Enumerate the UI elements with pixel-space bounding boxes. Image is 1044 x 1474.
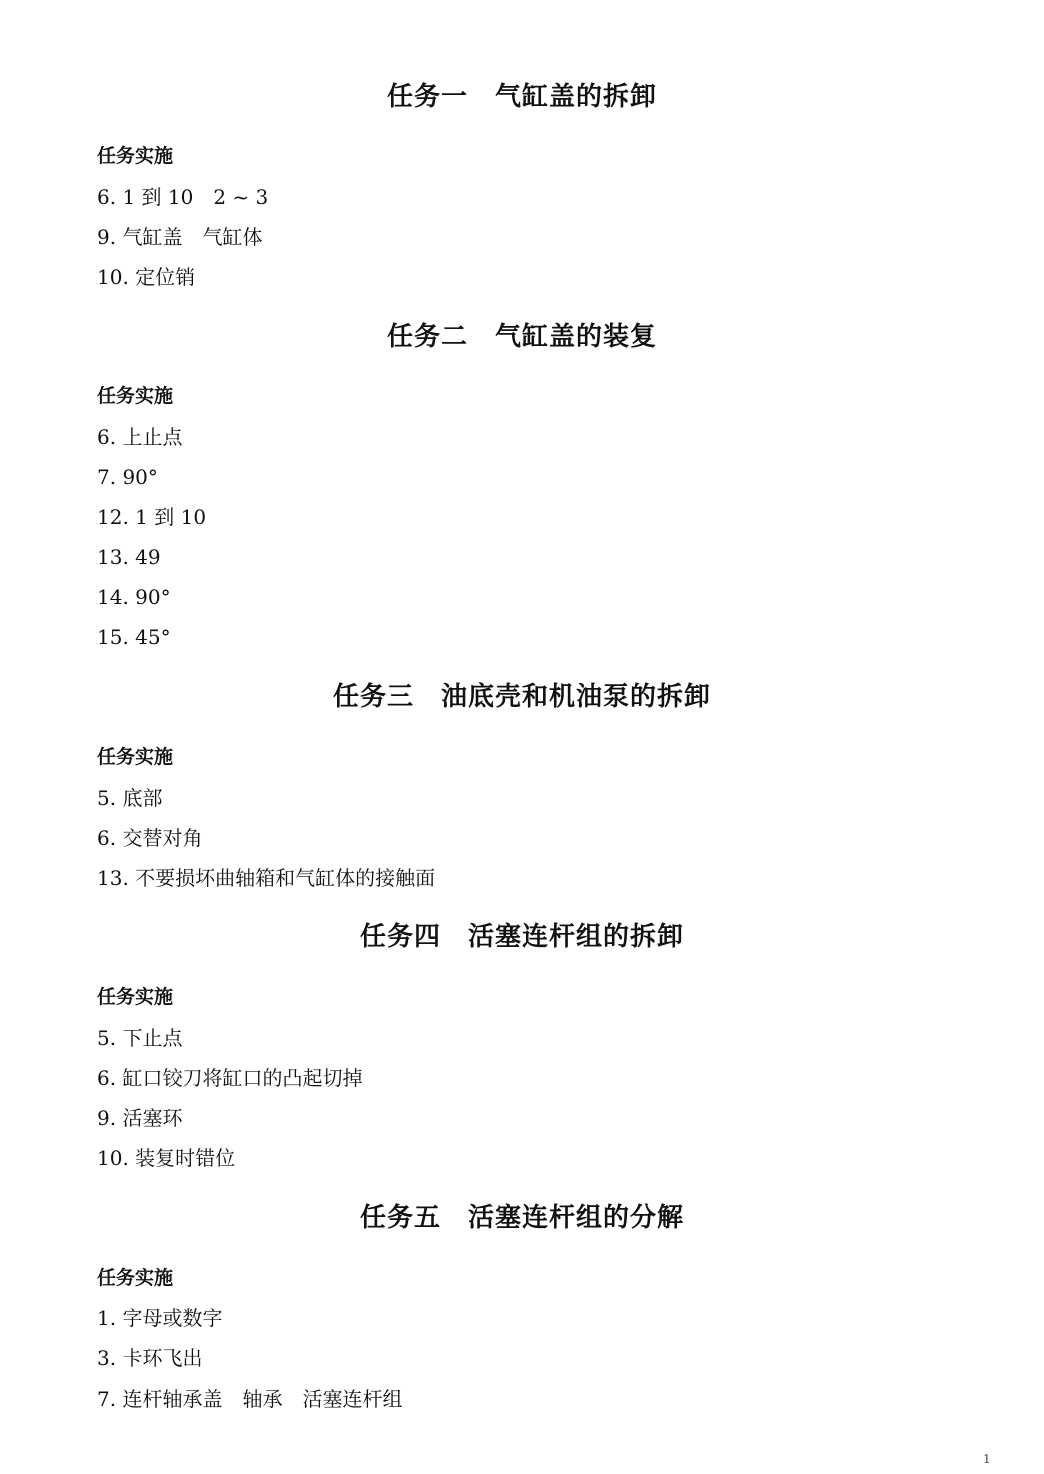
section-4-item-3: 9. 活塞环 [97, 1106, 183, 1130]
section-1-item-2: 9. 气缸盖 气缸体 [97, 225, 263, 249]
section-2-item-2: 7. 90° [97, 465, 158, 489]
section-2-item-5: 14. 90° [97, 585, 171, 609]
section-3-item-1: 5. 底部 [97, 786, 163, 810]
section-5-item-1: 1. 字母或数字 [97, 1306, 223, 1330]
section-2-title: 任务二 气缸盖的装复 [386, 322, 657, 352]
section-5-item-2: 3. 卡环飞出 [97, 1346, 203, 1370]
page-number: 1 [983, 1452, 991, 1466]
section-4-item-2: 6. 缸口铰刀将缸口的凸起切掉 [97, 1066, 363, 1090]
section-2-item-6: 15. 45° [97, 625, 171, 649]
section-2-subheading: 任务实施 [97, 385, 174, 407]
section-4-item-1: 5. 下止点 [97, 1026, 183, 1050]
section-1-item-1: 6. 1 到 10 2 ~ 3 [97, 185, 269, 209]
section-5-title: 任务五 活塞连杆组的分解 [359, 1203, 684, 1233]
section-1-item-3: 10. 定位销 [97, 265, 196, 289]
section-5-subheading: 任务实施 [97, 1267, 174, 1289]
section-4-title: 任务四 活塞连杆组的拆卸 [359, 922, 684, 952]
section-1-title: 任务一 气缸盖的拆卸 [386, 82, 657, 112]
section-3-item-3: 13. 不要损坏曲轴箱和气缸体的接触面 [97, 866, 436, 890]
section-2-item-1: 6. 上止点 [97, 425, 183, 449]
section-3-subheading: 任务实施 [97, 746, 174, 768]
section-2-item-3: 12. 1 到 10 [97, 505, 207, 529]
section-5-item-3: 7. 连杆轴承盖 轴承 活塞连杆组 [97, 1387, 403, 1411]
section-3-title: 任务三 油底壳和机油泵的拆卸 [332, 682, 711, 712]
section-3-item-2: 6. 交替对角 [97, 826, 203, 850]
section-2-item-4: 13. 49 [97, 545, 161, 569]
section-4-subheading: 任务实施 [97, 986, 174, 1008]
section-1-subheading: 任务实施 [97, 145, 174, 167]
section-4-item-4: 10. 装复时错位 [97, 1146, 236, 1170]
